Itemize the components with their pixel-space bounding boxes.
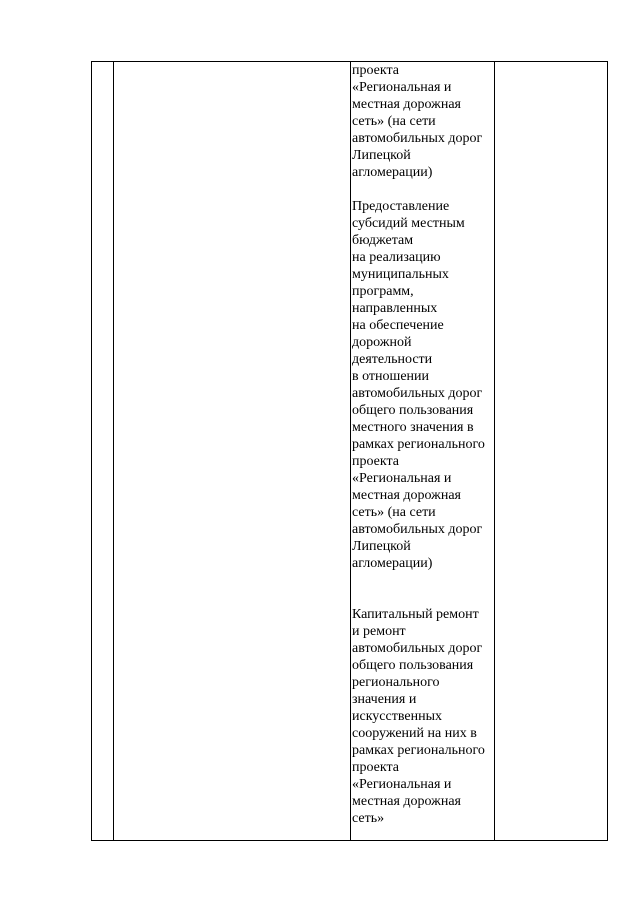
cell-name (114, 62, 350, 840)
text-line: значения и (352, 692, 417, 707)
text-line: регионального (352, 675, 440, 690)
text-line: проекта (352, 63, 399, 78)
text-line: на обеспечение (352, 318, 444, 333)
text-block-1 (352, 62, 494, 181)
text-line: на реализацию (352, 250, 441, 265)
text-line: Липецкой (352, 539, 411, 554)
document-table (91, 61, 608, 841)
text-line: искусственных (352, 709, 442, 724)
text-line: автомобильных дорог (352, 522, 483, 537)
cell-description (352, 62, 494, 827)
text-line: сеть» (на сети (352, 505, 436, 520)
text-line: автомобильных дорог (352, 386, 483, 401)
text-line: программ, (352, 284, 414, 299)
text-line: субсидий местным (352, 216, 465, 231)
text-line: сеть» (на сети (352, 114, 436, 129)
text-line: автомобильных дорог (352, 131, 483, 146)
text-line: «Региональная и (352, 777, 452, 792)
text-block-2 (352, 198, 494, 572)
text-line: бюджетам (352, 233, 414, 248)
text-line: направленных (352, 301, 438, 316)
text-line: проекта (352, 454, 399, 469)
cell-last (495, 62, 608, 840)
text-line: Капитальный ремонт (352, 607, 479, 622)
text-line: проекта (352, 760, 399, 775)
text-line: автомобильных дорог (352, 641, 483, 656)
text-line: местная дорожная (352, 97, 461, 112)
text-line: муниципальных (352, 267, 449, 282)
text-line: деятельности (352, 352, 433, 367)
text-line: агломерации) (352, 556, 433, 571)
text-line: местная дорожная (352, 794, 461, 809)
text-line: местная дорожная (352, 488, 461, 503)
text-line: агломерации) (352, 165, 433, 180)
text-line: сеть» (352, 811, 385, 826)
text-line: «Региональная и (352, 471, 452, 486)
text-block-3 (352, 606, 494, 827)
text-line: дорожной (352, 335, 412, 350)
column-divider-2 (350, 62, 351, 840)
text-line: в отношении (352, 369, 430, 384)
text-line: местного значения в (352, 420, 474, 435)
text-line: и ремонт (352, 624, 406, 639)
text-line: Предоставление (352, 199, 450, 214)
text-line: рамках регионального (352, 743, 485, 758)
text-line: сооружений на них в (352, 726, 477, 741)
text-line: общего пользования (352, 403, 474, 418)
cell-number (92, 62, 113, 840)
text-line: рамках регионального (352, 437, 485, 452)
text-line: общего пользования (352, 658, 474, 673)
text-line: Липецкой (352, 148, 411, 163)
text-line: «Региональная и (352, 80, 452, 95)
